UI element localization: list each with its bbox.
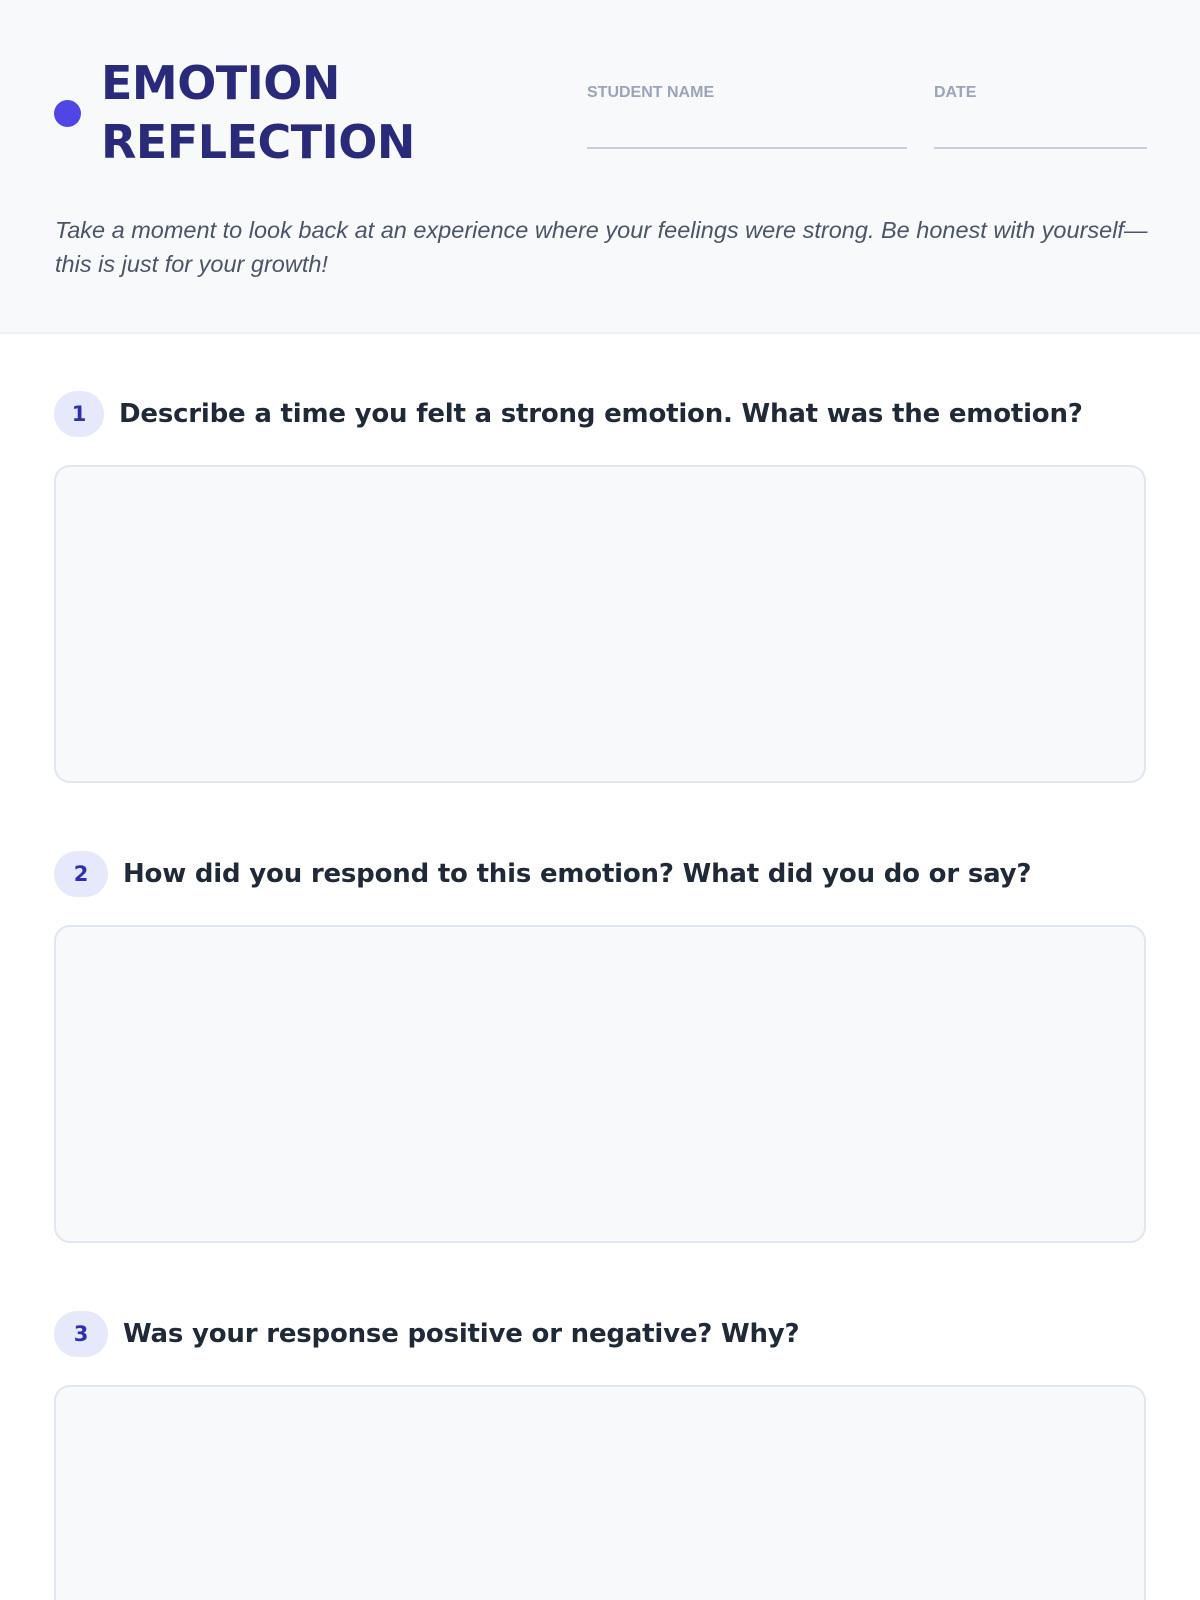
question-text: Was your response positive or negative? Why? [123, 1319, 800, 1349]
title-line-1: EMOTION [101, 56, 340, 110]
question-text: How did you respond to this emotion? What did you do or say? [123, 859, 1032, 889]
question-number-badge: 3 [54, 1311, 108, 1357]
answer-box-2[interactable] [54, 925, 1146, 1243]
date-field[interactable] [934, 147, 1147, 149]
intro-text: Take a moment to look back at an experience where your feelings were strong. Be honest with yourself—this is just for your growth! [55, 217, 1148, 277]
date-label: DATE [934, 84, 977, 101]
question-number-badge: 2 [54, 851, 108, 897]
student-name-field[interactable] [587, 147, 907, 149]
question-2 [54, 850, 1031, 898]
question-1 [54, 390, 1083, 438]
question-3 [54, 1310, 799, 1358]
question-text: Describe a time you felt a strong emotion. What was the emotion? [119, 399, 1083, 429]
answer-box-1[interactable] [54, 465, 1146, 783]
answer-box-3[interactable] [54, 1385, 1146, 1600]
question-number-badge: 1 [54, 391, 104, 437]
title-dot-icon [54, 100, 81, 127]
page-title [101, 54, 415, 172]
title-line-2: REFLECTION [101, 115, 415, 169]
worksheet-header [0, 0, 1200, 334]
student-name-label: STUDENT NAME [587, 84, 715, 101]
